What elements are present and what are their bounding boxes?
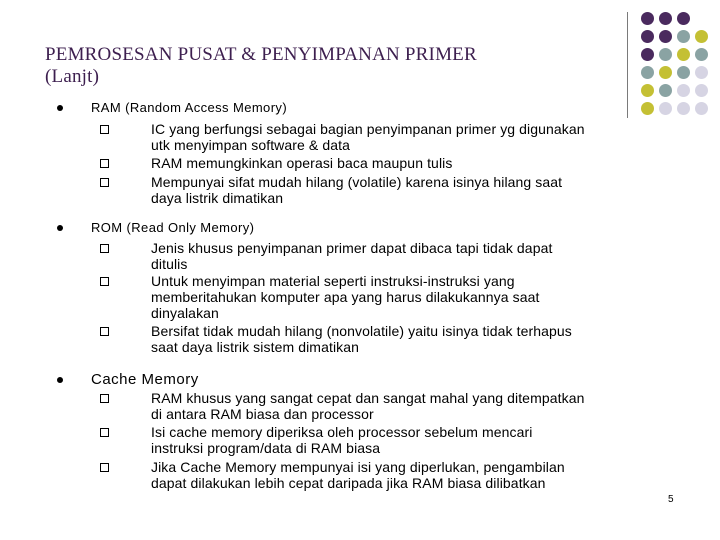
dot-purple bbox=[641, 12, 654, 25]
dot-olive bbox=[641, 84, 654, 97]
item-text-line: daya listrik dimatikan bbox=[151, 190, 284, 206]
dot-olive bbox=[659, 66, 672, 79]
item-text-line: saat daya listrik sistem dimatikan bbox=[151, 339, 360, 355]
dot-teal bbox=[695, 48, 708, 61]
dot-olive bbox=[695, 30, 708, 43]
slide-title-line-1: PEMROSESAN PUSAT & PENYIMPANAN PRIMER bbox=[45, 44, 477, 65]
dot-teal bbox=[677, 30, 690, 43]
square-bullet-icon bbox=[100, 428, 109, 437]
dot-lavender bbox=[695, 102, 708, 115]
square-bullet-icon bbox=[100, 394, 109, 403]
square-bullet-icon bbox=[100, 327, 109, 336]
item-text-line: RAM khusus yang sangat cepat dan sangat mahal yang ditempatkan bbox=[151, 390, 585, 406]
dot-purple bbox=[677, 12, 690, 25]
item-text-line: Mempunyai sifat mudah hilang (volatile) karena isinya hilang saat bbox=[151, 174, 563, 190]
item-text-line: Jika Cache Memory mempunyai isi yang diperlukan, pengambilan bbox=[151, 459, 565, 475]
section-heading: ROM (Read Only Memory) bbox=[91, 220, 255, 235]
square-bullet-icon bbox=[100, 463, 109, 472]
dot-purple bbox=[659, 12, 672, 25]
dot-lavender bbox=[677, 102, 690, 115]
section-heading: RAM (Random Access Memory) bbox=[91, 100, 288, 115]
square-bullet-icon bbox=[100, 125, 109, 134]
dot-purple bbox=[641, 48, 654, 61]
square-bullet-icon bbox=[100, 277, 109, 286]
bullet-dot-icon bbox=[57, 105, 63, 111]
square-bullet-icon bbox=[100, 159, 109, 168]
item-text-line: memberitahukan komputer apa yang harus dilakukannya saat bbox=[151, 289, 540, 305]
dot-teal bbox=[659, 84, 672, 97]
item-text-line: dinyalakan bbox=[151, 305, 219, 321]
item-text-line: dapat dilakukan lebih cepat daripada jika RAM biasa dilibatkan bbox=[151, 475, 546, 491]
item-text-line: IC yang berfungsi sebagai bagian penyimpanan primer yg digunakan bbox=[151, 121, 585, 137]
item-text-line: di antara RAM biasa dan processor bbox=[151, 406, 374, 422]
dot-lavender bbox=[695, 66, 708, 79]
item-text-line: utk menyimpan software & data bbox=[151, 137, 350, 153]
dot-purple bbox=[659, 30, 672, 43]
dot-lavender bbox=[659, 102, 672, 115]
item-text-line: ditulis bbox=[151, 256, 188, 272]
dot-teal bbox=[641, 66, 654, 79]
dot-teal bbox=[659, 48, 672, 61]
item-text-line: Bersifat tidak mudah hilang (nonvolatile) yaitu isinya tidak terhapus bbox=[151, 323, 572, 339]
item-text-line: Untuk menyimpan material seperti instruksi-instruksi yang bbox=[151, 273, 515, 289]
item-text-line: Jenis khusus penyimpanan primer dapat dibaca tapi tidak dapat bbox=[151, 240, 553, 256]
item-text-line: Isi cache memory diperiksa oleh processor sebelum mencari bbox=[151, 424, 533, 440]
dot-teal bbox=[677, 66, 690, 79]
item-text-line: RAM memungkinkan operasi baca maupun tulis bbox=[151, 155, 453, 171]
dot-lavender bbox=[695, 84, 708, 97]
dot-lavender bbox=[677, 84, 690, 97]
dot-olive bbox=[677, 48, 690, 61]
bullet-dot-icon bbox=[57, 225, 63, 231]
bullet-dot-icon bbox=[57, 377, 63, 383]
item-text-line: instruksi program/data di RAM biasa bbox=[151, 440, 381, 456]
dot-olive bbox=[641, 102, 654, 115]
slide-title-line-2: (Lanjt) bbox=[45, 66, 100, 87]
dot-purple bbox=[641, 30, 654, 43]
square-bullet-icon bbox=[100, 244, 109, 253]
section-heading: Cache Memory bbox=[91, 371, 199, 388]
square-bullet-icon bbox=[100, 178, 109, 187]
page-number: 5 bbox=[668, 494, 674, 505]
